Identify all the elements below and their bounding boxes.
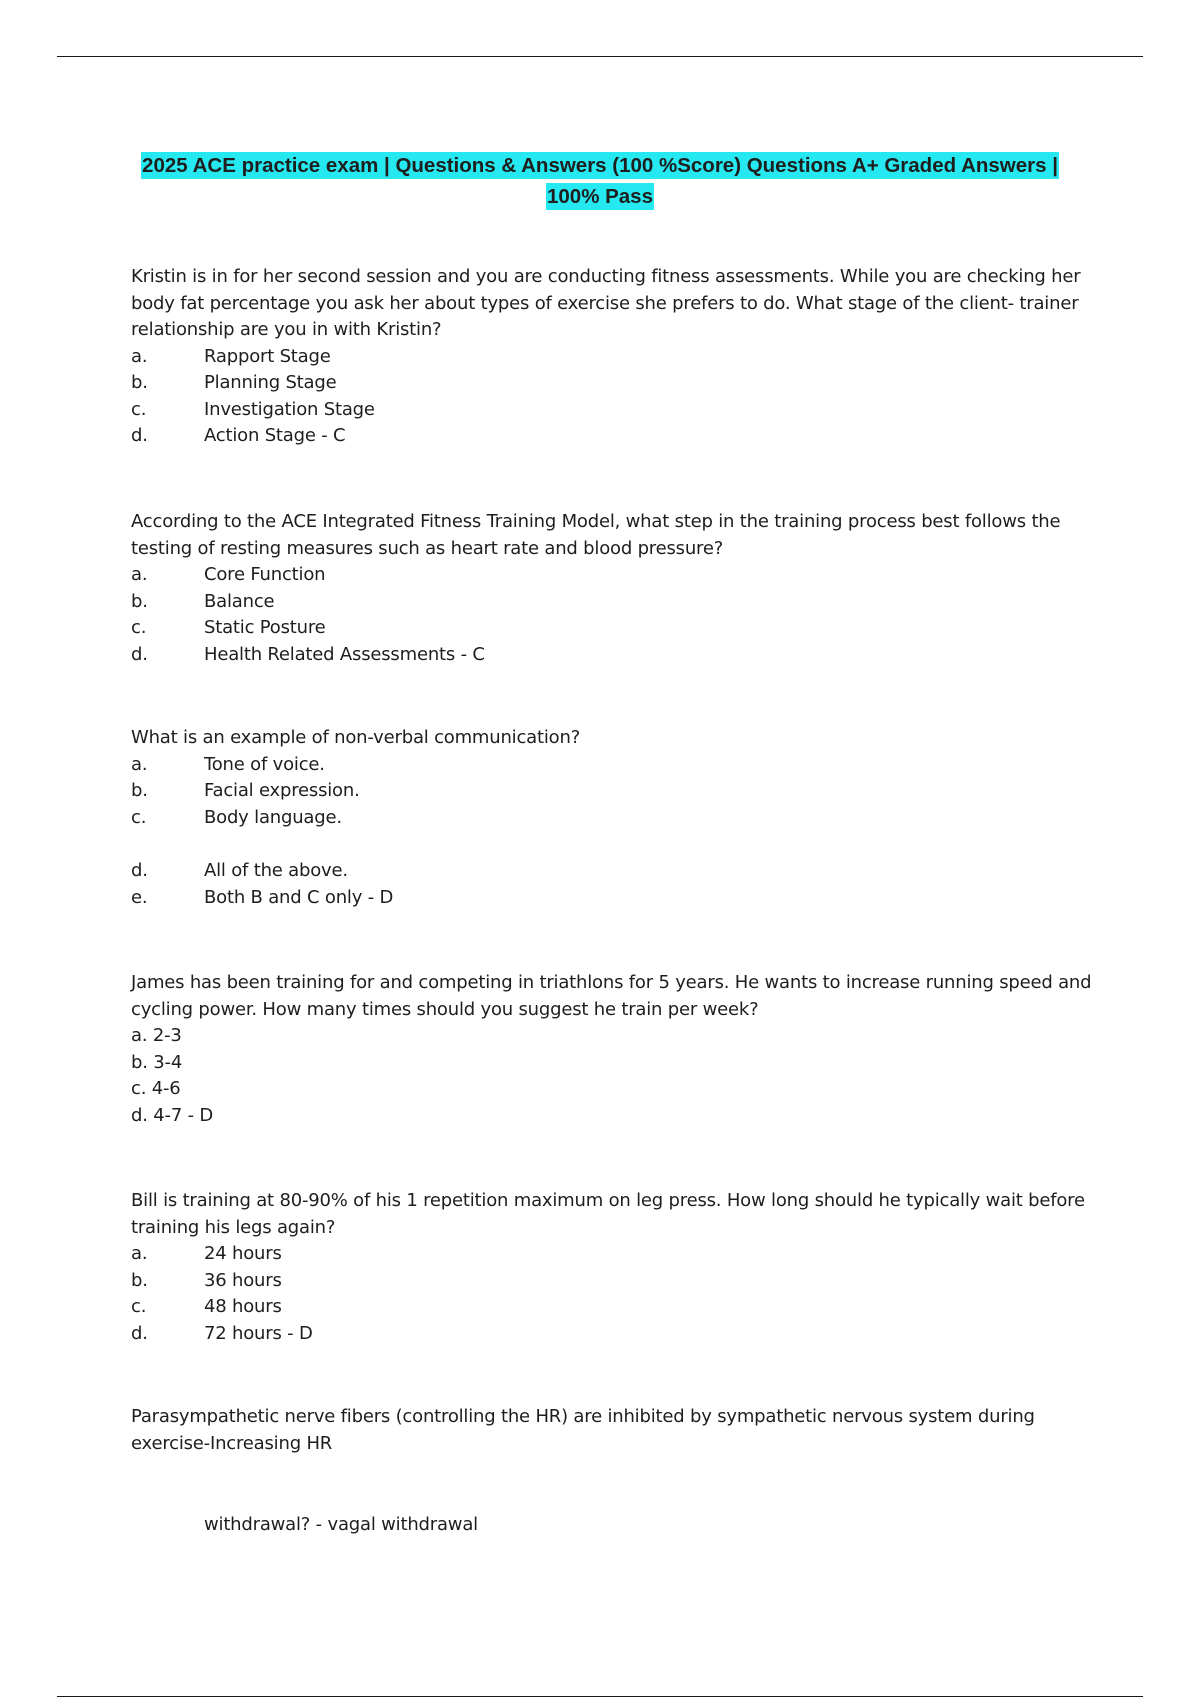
bottom-rule <box>57 1696 1143 1697</box>
answer-option: b. Facial expression. <box>131 780 360 801</box>
answer-option: a. 2-3 <box>131 1025 182 1046</box>
answer-option: b. Planning Stage <box>131 372 337 393</box>
answer-option: c. Static Posture <box>131 617 326 638</box>
top-rule <box>57 56 1143 57</box>
answer-option: d. All of the above. <box>131 860 348 881</box>
title-line-1: 2025 ACE practice exam | Questions & Answers (100 %Score) Questions A+ Graded Answers | <box>142 154 1058 177</box>
question-text: James has been training for and competing in triathlons for 5 years. He wants to increase running speed and cycling power. How many times should you suggest he train per week? <box>131 972 1092 1020</box>
answer-text: withdrawal? - vagal withdrawal <box>204 1514 478 1535</box>
answer-option: a. Tone of voice. <box>131 753 325 775</box>
answer-option: c. 4-6 <box>131 1078 181 1099</box>
answer-option: c. Investigation Stage <box>131 398 375 420</box>
question-text: Bill is training at 80-90% of his 1 repetition maximum on leg press. How long should he typically wait before training his legs again? <box>131 1190 1085 1238</box>
question-text: Kristin is in for her second session and you are conducting fitness assessments. While you are checking her body fat percentage you ask her about types of exercise she prefers to do. What stage of the client- trainer relationship are you in with Kristin? <box>131 266 1081 340</box>
question-block-3 <box>131 725 1111 911</box>
answer-option: e. Both B and C only - D <box>131 886 394 908</box>
question-text: According to the ACE Integrated Fitness Training Model, what step in the training process best follows the testing of resting measures such as heart rate and blood pressure? <box>131 511 1061 559</box>
answer-option: d. 72 hours - D <box>131 1322 313 1344</box>
title-line-2: 100% Pass <box>546 185 653 208</box>
answer-option: a. 24 hours <box>131 1243 282 1264</box>
question-block-6 <box>131 1404 1111 1535</box>
document-title <box>100 150 1100 212</box>
answer-option: b. 36 hours <box>131 1269 282 1291</box>
question-block-2 <box>131 509 1111 668</box>
question-text: What is an example of non-verbal communication? <box>131 727 581 748</box>
question-block-1 <box>131 264 1111 450</box>
question-block-4 <box>131 970 1111 1129</box>
answer-option: d. Health Related Assessments - C <box>131 643 485 665</box>
answer-option: d. Action Stage - C <box>131 425 346 446</box>
answer-option: c. Body language. <box>131 806 342 828</box>
answer-option: c. 48 hours <box>131 1296 282 1317</box>
question-text: Parasympathetic nerve fibers (controlling the HR) are inhibited by sympathetic nervous system during exercise-Increasing HR <box>131 1406 1035 1454</box>
question-block-5 <box>131 1188 1111 1347</box>
answer-option: b. Balance <box>131 590 275 612</box>
answer-option: d. 4-7 - D <box>131 1104 214 1126</box>
answer-option: a. Rapport Stage <box>131 345 331 367</box>
answer-option: b. 3-4 <box>131 1051 183 1073</box>
answer-option: a. Core Function <box>131 564 326 585</box>
